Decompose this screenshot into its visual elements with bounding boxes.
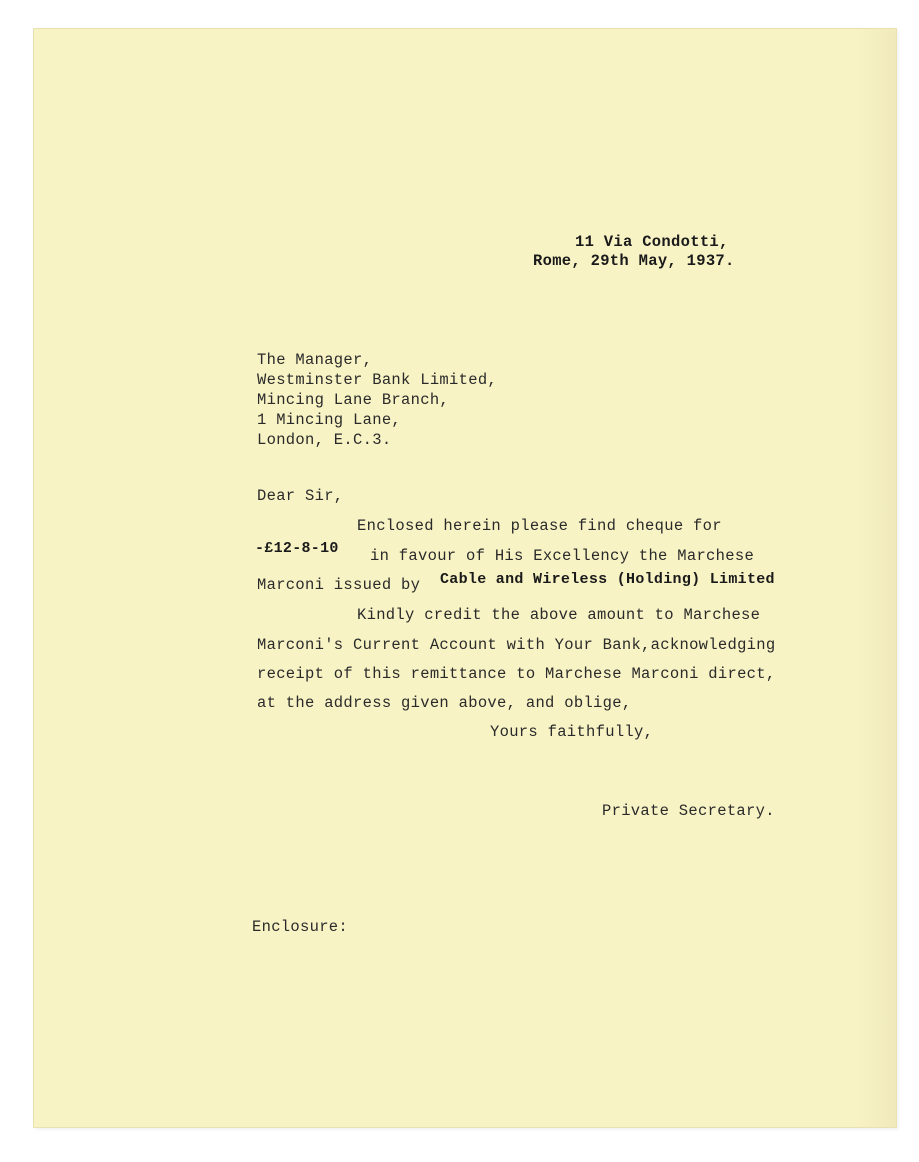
body-paragraph-2-line-3: receipt of this remittance to Marchese Marconi direct, <box>257 665 776 683</box>
recipient-line-3: Mincing Lane Branch, <box>257 391 450 409</box>
signature-title: Private Secretary. <box>602 802 775 820</box>
recipient-line-5: London, E.C.3. <box>257 431 392 449</box>
sender-address: 11 Via Condotti, <box>575 233 729 251</box>
cheque-issuer: Cable and Wireless (Holding) Limited <box>440 571 775 588</box>
cheque-amount: -£12-8-10 <box>255 540 339 557</box>
body-paragraph-2-line-1: Kindly credit the above amount to Marchese <box>357 606 761 624</box>
body-paragraph-1-line-3: Marconi issued by <box>257 576 421 594</box>
letter-date: Rome, 29th May, 1937. <box>533 252 735 270</box>
body-paragraph-2-line-4: at the address given above, and oblige, <box>257 694 632 712</box>
salutation: Dear Sir, <box>257 487 344 505</box>
recipient-line-4: 1 Mincing Lane, <box>257 411 402 429</box>
closing: Yours faithfully, <box>490 723 654 741</box>
body-paragraph-2-line-2: Marconi's Current Account with Your Bank,acknowledging <box>257 636 776 654</box>
body-paragraph-1-line-1: Enclosed herein please find cheque for <box>357 517 722 535</box>
body-paragraph-1-line-2: in favour of His Excellency the Marchese <box>370 547 755 565</box>
recipient-line-2: Westminster Bank Limited, <box>257 371 498 389</box>
enclosure-note: Enclosure: <box>252 918 349 936</box>
paper-edge-shading <box>856 29 896 1127</box>
recipient-line-1: The Manager, <box>257 351 373 369</box>
